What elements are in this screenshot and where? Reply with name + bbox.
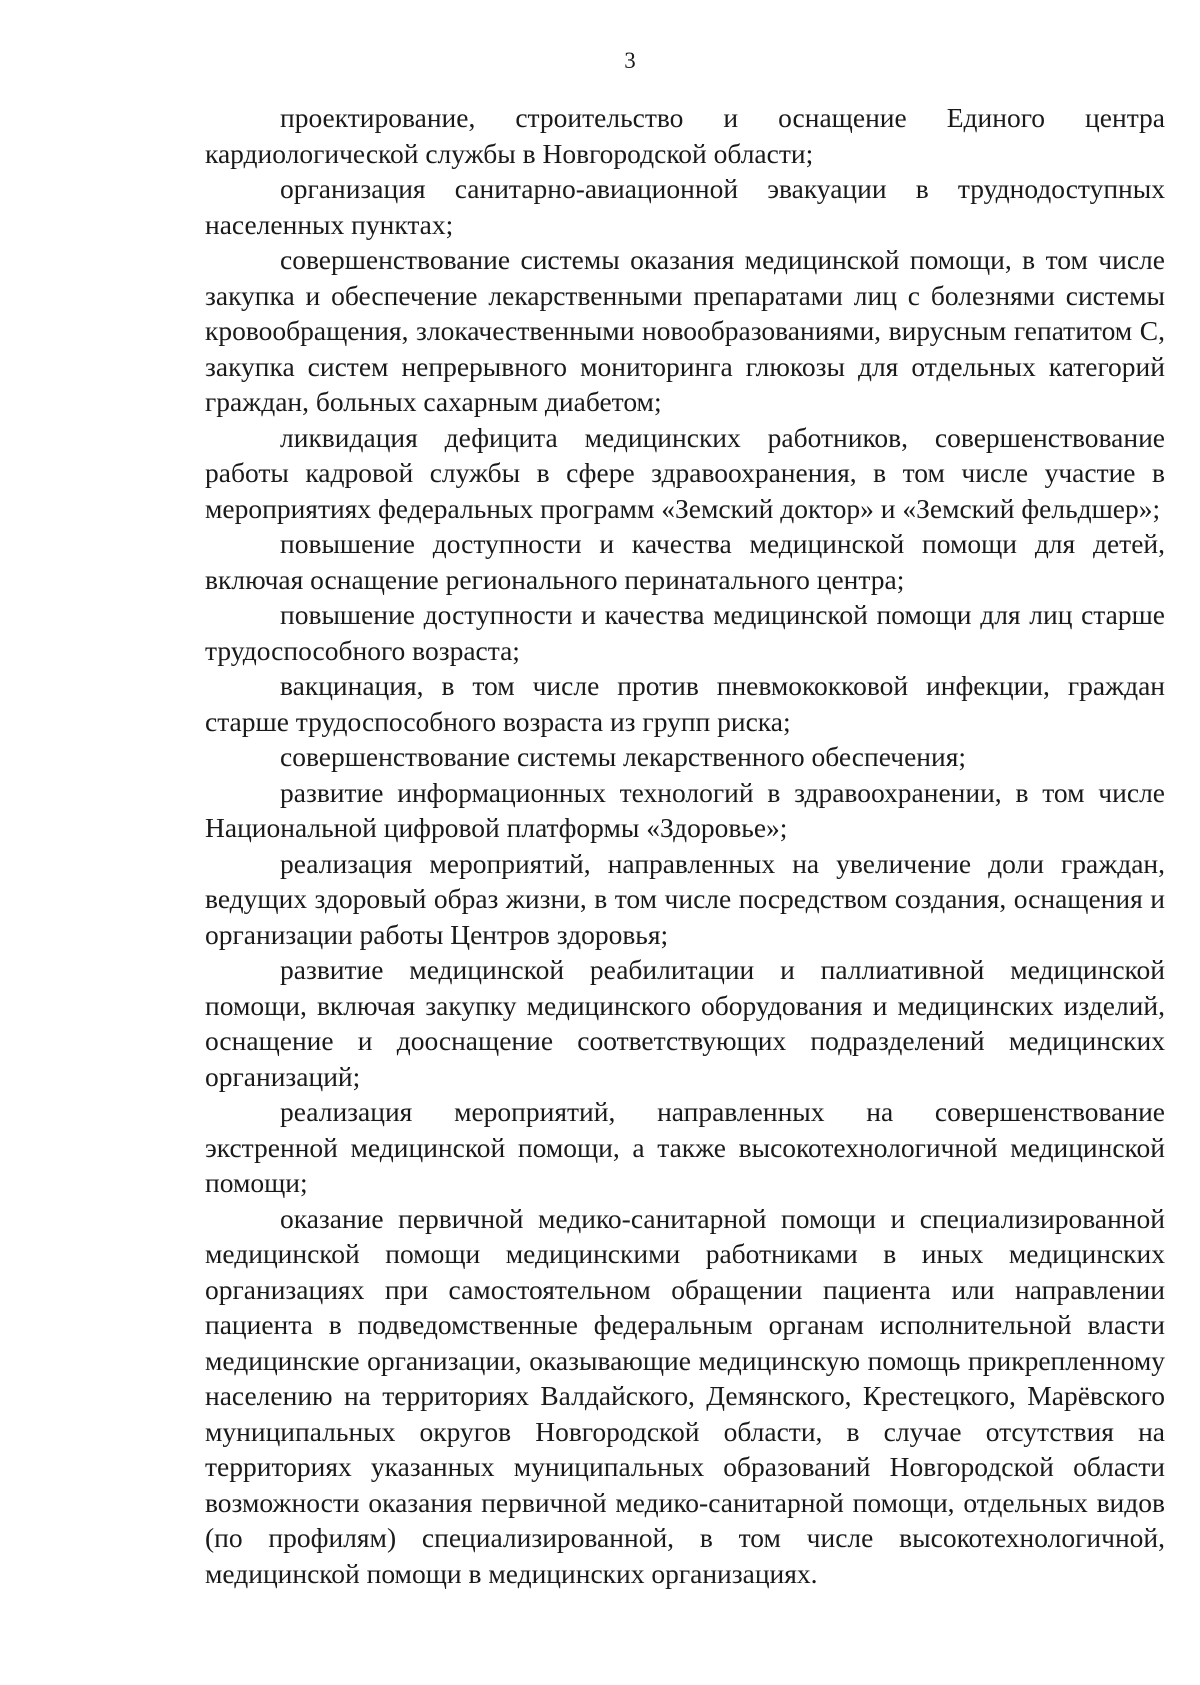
paragraph-children-care: повышение доступности и качества медицинской помощи для детей, включая оснащение регионального перинатального центра;: [205, 528, 1165, 595]
paragraph-it-development: развитие информационных технологий в здравоохранении, в том числе Национальной цифровой платформы «Здоровье»;: [205, 776, 1165, 843]
paragraph-staff-deficit: ликвидация дефицита медицинских работников, совершенствование работы кадровой службы в сфере здравоохранения, в том числе участие в мероприятиях федеральных программ «Земский доктор» и «Земский фельдшер»;: [205, 421, 1165, 524]
paragraph-cardiology-center: проектирование, строительство и оснащение Единого центра кардиологической службы в Новгородской области;: [205, 102, 1165, 169]
page-number: 3: [624, 48, 636, 73]
paragraph-rehabilitation: развитие медицинской реабилитации и паллиативной медицинской помощи, включая закупку медицинского оборудования и медицинских изделий, оснащение и дооснащение соответствующих подразделений медицинских организаций;: [205, 954, 1165, 1092]
paragraph-emergency-care: реализация мероприятий, направленных на совершенствование экстренной медицинской помощи, а также высокотехнологичной медицинской помощи;: [205, 1096, 1165, 1198]
paragraph-drug-supply: совершенствование системы лекарственного обеспечения;: [280, 741, 967, 772]
paragraph-healthy-lifestyle: реализация мероприятий, направленных на увеличение доли граждан, ведущих здоровый образ жизни, в том числе посредством создания, оснащения и организации работы Центров здоровья;: [205, 847, 1165, 950]
paragraph-medical-care-system: совершенствование системы оказания медицинской помощи, в том числе закупка и обеспечение лекарственными препаратами лиц с болезнями системы кровообращения, злокачественными новообразованиями, вирусным гепатитом С, закупка систем непрерывного мониторинга глюкозы для отдельных категорий граждан, больных сахарным диабетом;: [205, 244, 1165, 417]
paragraph-elderly-care: повышение доступности и качества медицинской помощи для лиц старше трудоспособного возраста;: [205, 599, 1165, 666]
paragraph-air-ambulance: организация санитарно-авиационной эвакуации в труднодоступных населенных пунктах;: [205, 173, 1165, 240]
document-body: [205, 100, 1165, 1591]
paragraph-primary-care: оказание первичной медико-санитарной помощи и специализированной медицинской помощи медицинскими работниками в иных медицинских организациях при самостоятельном обращении пациента или направлении пациента в подведомственные федеральным органам исполнительной власти медицинские организации, оказывающие медицинскую помощь прикрепленному населению на территориях Валдайского, Демянского, Крестецкого, Марёвского муниципальных округов Новгородской области, в случае отсутствия на территориях указанных муниципальных образований Новгородской области возможности оказания первичной медико-санитарной помощи, отдельных видов (по профилям) специализированной, в том числе высокотехнологичной, медицинской помощи в медицинских организациях.: [205, 1202, 1165, 1589]
paragraph-vaccination: вакцинация, в том числе против пневмококковой инфекции, граждан старше трудоспособного возраста из групп риска;: [205, 670, 1165, 737]
